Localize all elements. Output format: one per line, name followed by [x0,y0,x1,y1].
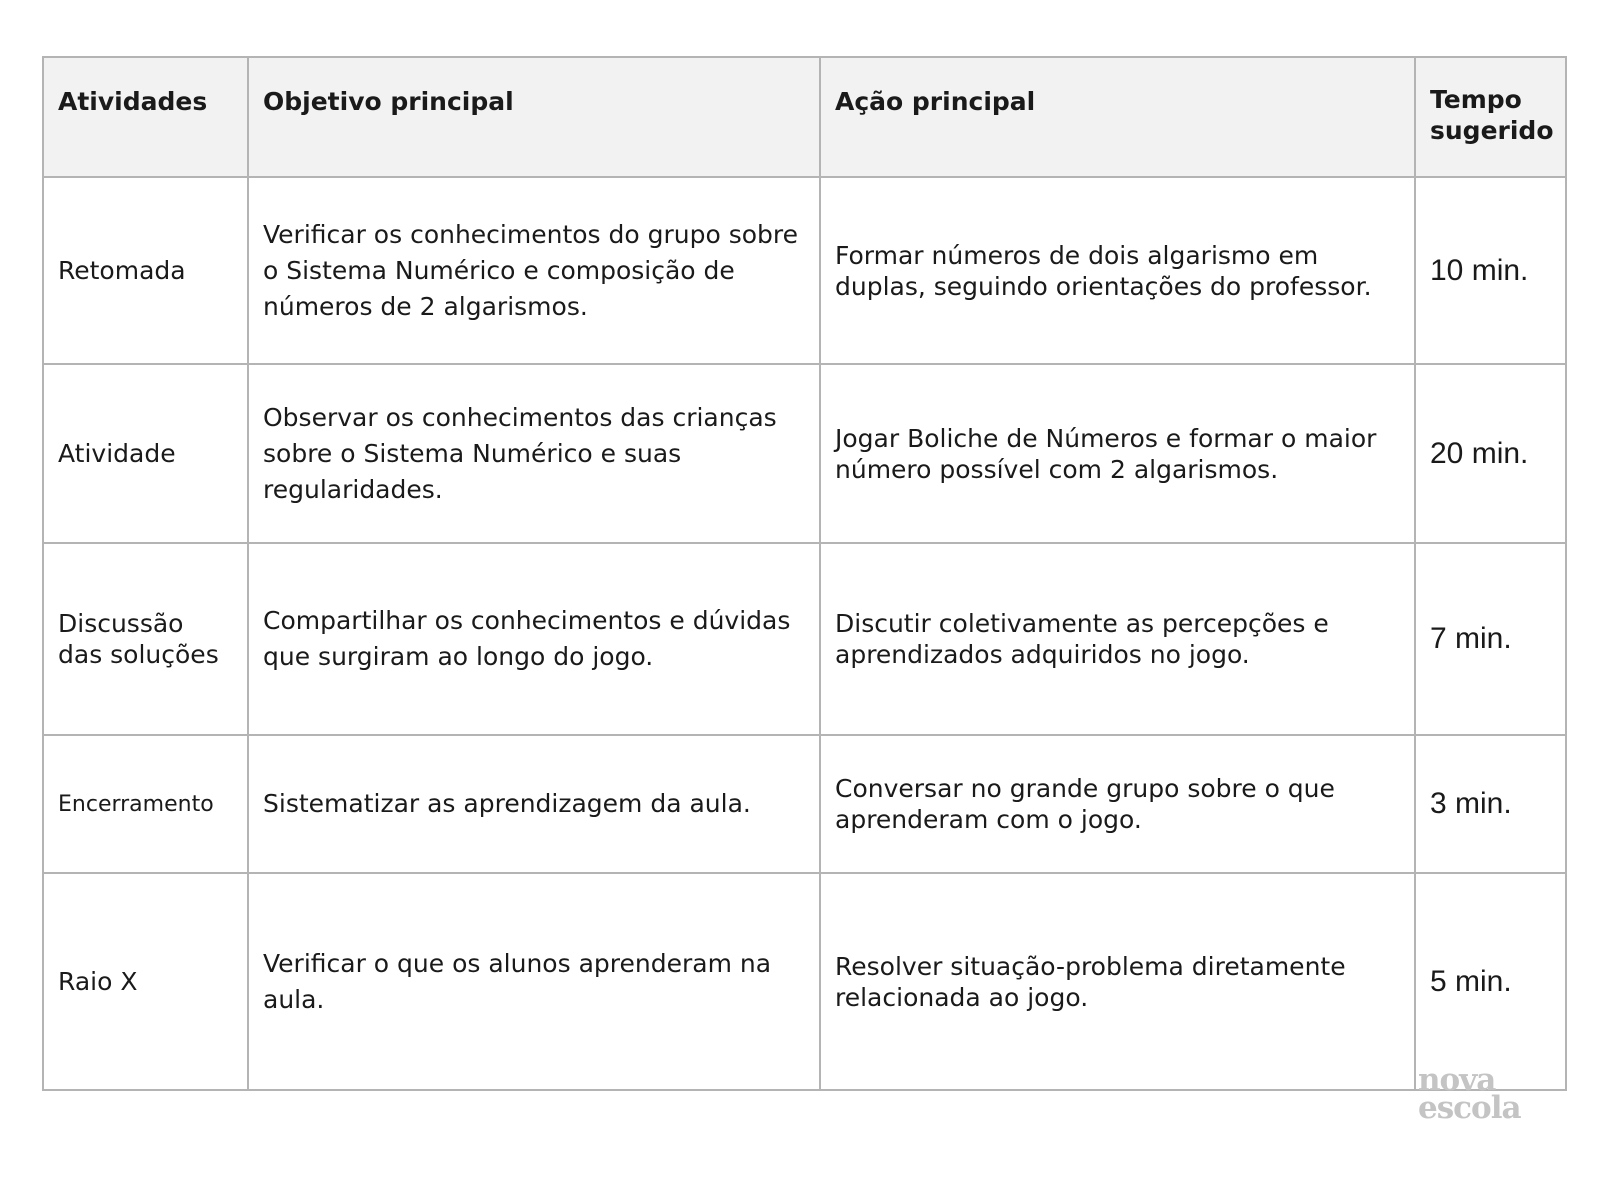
cell-acao: Resolver situação-problema diretamente relacionada ao jogo. [820,873,1415,1090]
header-atividades: Atividades [43,57,248,177]
cell-tempo: 3 min. [1415,735,1566,873]
cell-atividade: Atividade [43,364,248,543]
cell-tempo: 10 min. [1415,177,1566,364]
table-row [43,364,1566,543]
cell-atividade: Discussão das soluções [43,543,248,735]
cell-tempo: 7 min. [1415,543,1566,735]
cell-atividade: Retomada [43,177,248,364]
logo-line-nova: nova [1418,1062,1496,1098]
table-row [43,177,1566,364]
header-tempo: Tempo sugerido [1415,57,1566,177]
header-row [43,57,1566,177]
nova-escola-logo [1418,1062,1521,1126]
header-acao: Ação principal [820,57,1415,177]
cell-acao: Discutir coletivamente as percepções e aprendizados adquiridos no jogo. [820,543,1415,735]
cell-objetivo: Observar os conhecimentos das crianças sobre o Sistema Numérico e suas regularidades. [248,364,820,543]
cell-tempo: 20 min. [1415,364,1566,543]
header-objetivo: Objetivo principal [248,57,820,177]
cell-acao: Formar números de dois algarismo em duplas, seguindo orientações do professor. [820,177,1415,364]
cell-atividade: Raio X [43,873,248,1090]
cell-objetivo: Verificar os conhecimentos do grupo sobre o Sistema Numérico e composição de números de 2 algarismos. [248,177,820,364]
cell-objetivo: Sistematizar as aprendizagem da aula. [248,735,820,873]
lesson-plan-table [42,56,1567,1091]
table-row [43,543,1566,735]
cell-tempo: 5 min. [1415,873,1566,1090]
cell-objetivo: Compartilhar os conhecimentos e dúvidas que surgiram ao longo do jogo. [248,543,820,735]
cell-acao: Jogar Boliche de Números e formar o maior número possível com 2 algarismos. [820,364,1415,543]
cell-objetivo: Verificar o que os alunos aprenderam na aula. [248,873,820,1090]
table-body [43,177,1566,1090]
table-header [43,57,1566,177]
cell-atividade: Encerramento [43,735,248,873]
table-row [43,735,1566,873]
table-row [43,873,1566,1090]
cell-acao: Conversar no grande grupo sobre o que aprenderam com o jogo. [820,735,1415,873]
logo-line-escola: escola [1418,1090,1521,1126]
